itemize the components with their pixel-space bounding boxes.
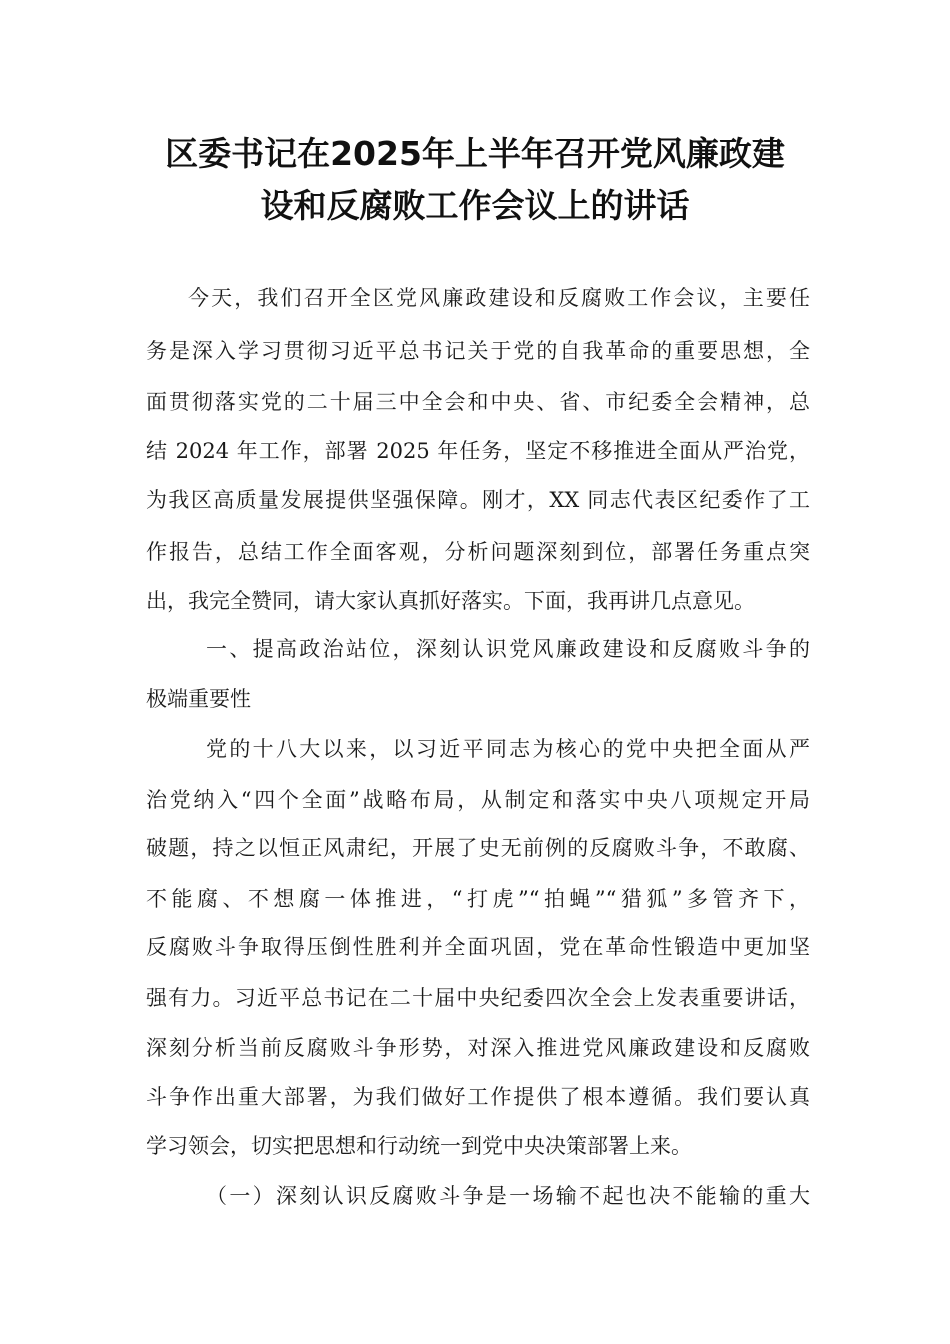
body-line: 反腐败斗争取得压倒性胜利并全面巩固，党在革命性锻造中更加坚 bbox=[146, 935, 810, 959]
body-line: 出，我完全赞同，请大家认真抓好落实。下面，我再讲几点意见。 bbox=[146, 589, 755, 613]
section-heading-line: 一、提高政治站位，深刻认识党风廉政建设和反腐败斗争的 bbox=[206, 637, 810, 661]
body-line: 治党纳入“四个全面”战略布局，从制定和落实中央八项规定开局 bbox=[146, 788, 810, 812]
body-line: 破题，持之以恒正风肃纪，开展了史无前例的反腐败斗争，不敢腐、 bbox=[146, 836, 810, 860]
body-line: 面贯彻落实党的二十届三中全会和中央、省、市纪委全会精神，总 bbox=[146, 390, 810, 414]
section-heading-line: 极端重要性 bbox=[146, 687, 251, 711]
body-line: 学习领会，切实把思想和行动统一到党中央决策部署上来。 bbox=[146, 1134, 692, 1158]
body-line: 党的十八大以来，以习近平同志为核心的党中央把全面从严 bbox=[206, 737, 810, 761]
body-line: 斗争作出重大部署，为我们做好工作提供了根本遵循。我们要认真 bbox=[146, 1085, 810, 1109]
body-line: 务是深入学习贯彻习近平总书记关于党的自我革命的重要思想，全 bbox=[146, 339, 810, 363]
body-line: 不能腐、不想腐一体推进，“打虎”“拍蝇”“猎狐”多管齐下， bbox=[146, 887, 810, 911]
body-line: 为我区高质量发展提供坚强保障。刚才，XX 同志代表区纪委作了工 bbox=[146, 488, 810, 512]
body-line: 作报告，总结工作全面客观，分析问题深刻到位，部署任务重点突 bbox=[146, 540, 810, 564]
body-line: 结 2024 年工作，部署 2025 年任务，坚定不移推进全面从严治党， bbox=[146, 439, 810, 463]
subsection-heading-line: （一）深刻认识反腐败斗争是一场输不起也决不能输的重大 bbox=[206, 1184, 810, 1208]
body-line: 强有力。习近平总书记在二十届中央纪委四次全会上发表重要讲话， bbox=[146, 986, 810, 1010]
document-title-line-1: 区委书记在2025年上半年召开党风廉政建 bbox=[165, 134, 785, 173]
body-line: 深刻分析当前反腐败斗争形势，对深入推进党风廉政建设和反腐败 bbox=[146, 1036, 810, 1060]
body-line: 今天，我们召开全区党风廉政建设和反腐败工作会议，主要任 bbox=[188, 286, 810, 310]
document-title-line-2: 设和反腐败工作会议上的讲话 bbox=[260, 186, 690, 225]
